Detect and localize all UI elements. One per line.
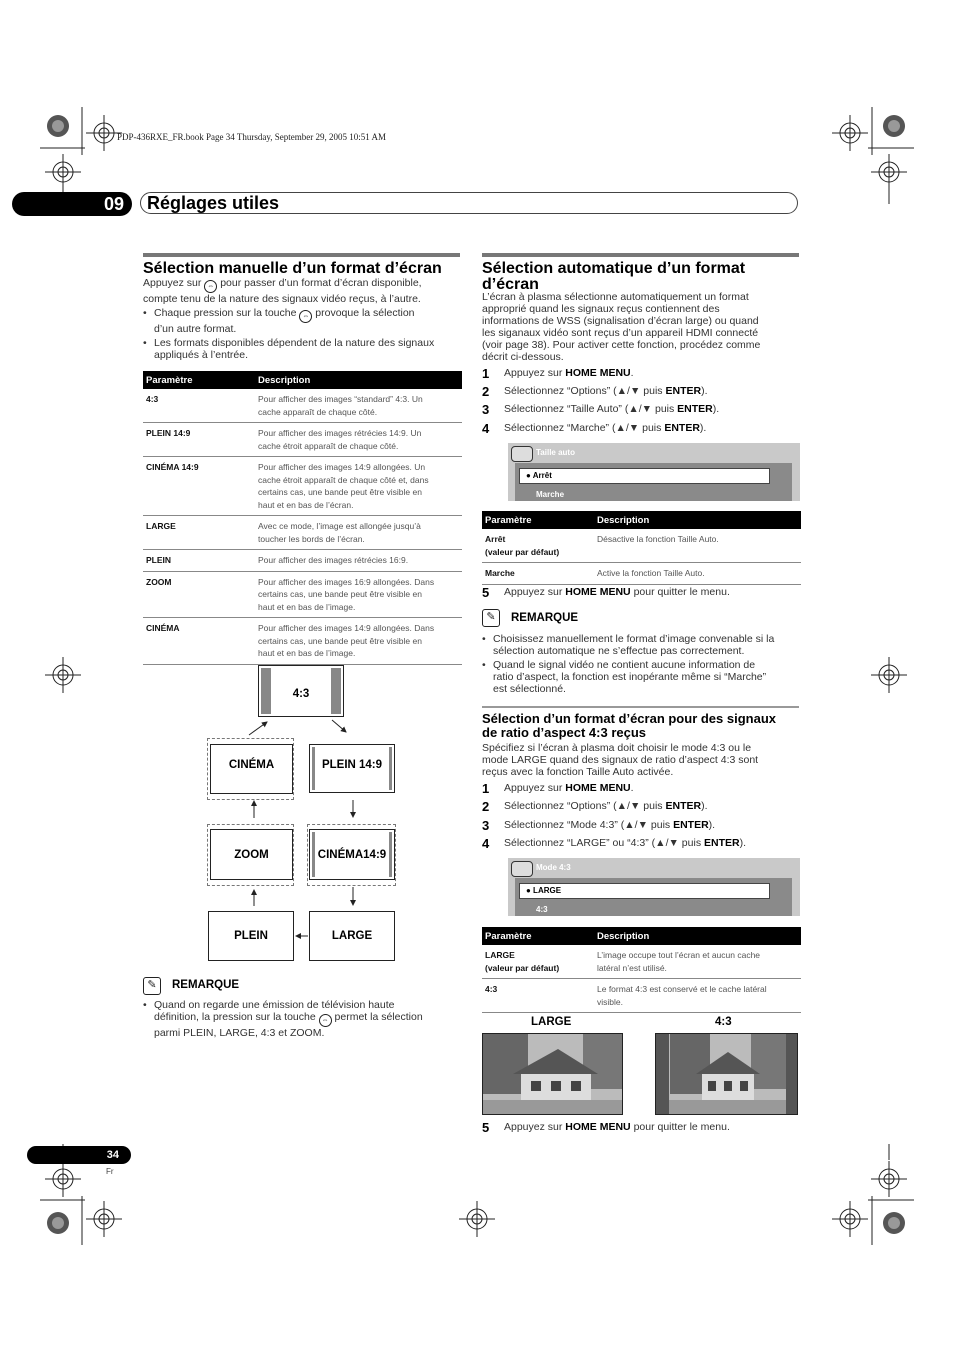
- col-header: Description: [255, 371, 462, 389]
- section-title-auto: [482, 261, 745, 293]
- box-label: PLEIN: [234, 930, 268, 942]
- section-rule: [482, 706, 799, 708]
- title-line: Sélection automatique d’un format: [482, 260, 746, 277]
- section-rule: [143, 253, 460, 257]
- down-arrow-icon: ▼: [641, 403, 653, 415]
- chapter-title: Réglages utiles: [147, 193, 280, 213]
- desc-cell: L’image occupe tout l’écran et aucun cache latéral n’est utilisé.: [594, 945, 801, 979]
- step-3: 3 Sélectionnez “Taille Auto” (▲/▼ puis ENTER).: [482, 402, 720, 417]
- down-arrow-icon: ▼: [629, 385, 641, 397]
- page-number: 34: [27, 1146, 131, 1164]
- down-arrow-icon: ▼: [637, 819, 648, 831]
- osd-title: Mode 4:3: [536, 863, 571, 872]
- mode-4-3-table: [482, 927, 801, 1013]
- box-label: ZOOM: [234, 848, 269, 861]
- osd-taille-auto: [508, 443, 800, 501]
- format-button-icon: ⇔: [299, 310, 312, 323]
- step-3: 3 Sélectionnez “Mode 4:3” (▲/▼ puis ENTER).: [482, 818, 716, 833]
- up-arrow-icon: ▲: [616, 800, 628, 812]
- table-row: [143, 618, 462, 665]
- house-photo-large: [482, 1033, 623, 1115]
- bullet-text: d’un autre format.: [154, 323, 237, 335]
- up-arrow-icon: ▲: [628, 403, 639, 415]
- down-arrow-icon: ▼: [628, 422, 640, 434]
- format-button-icon: ⇔: [204, 280, 217, 293]
- section-rule: [482, 253, 799, 257]
- intro-text: Appuyez sur: [143, 277, 202, 289]
- desc-cell: Le format 4:3 est conservé et le cache latéral visible.: [594, 979, 801, 1013]
- intro-text: compte tenu de la nature des signaux vidéo reçus, à l’autre.: [143, 293, 421, 305]
- subsection-title: Sélection d’un format d’écran pour des signaux de ratio d’aspect 4:3 reçus: [482, 711, 776, 740]
- step-2: 2 Sélectionnez “Options” (▲/▼ puis ENTER).: [482, 799, 708, 814]
- desc-cell: Avec ce mode, l’image est allongée jusqu’à toucher les bords de l’écran.: [255, 516, 462, 550]
- table-row: [143, 571, 462, 618]
- box-label: LARGE: [331, 930, 373, 942]
- note-label: REMARQUE: [511, 612, 579, 624]
- photo-label-large: LARGE: [531, 1016, 572, 1028]
- note-icon: ✎: [143, 977, 161, 995]
- desc-cell: Pour afficher des images 14:9 allongées. Un cache étroit apparaît de chaque côté et, dans certains cas, une bande peut être visible en haut et en bas de l’écran.: [255, 457, 462, 516]
- osd-selected-option[interactable]: ● LARGE: [519, 883, 770, 899]
- house-illustration: [483, 1034, 623, 1115]
- desc-cell: Active la fonction Taille Auto.: [594, 563, 801, 585]
- note-text: Quand on regarde une émission de télévision haute: [154, 999, 395, 1011]
- table-row: [482, 563, 801, 585]
- desc-cell: Pour afficher des images rétrécies 16:9.: [255, 550, 462, 572]
- param-cell: LARGE (valeur par défaut): [482, 945, 594, 979]
- step-4: 4 Sélectionnez “Marche” (▲/▼ puis ENTER).: [482, 421, 707, 436]
- format-table: [143, 371, 462, 665]
- step-2: 2 Sélectionnez “Options” (▲/▼ puis ENTER).: [482, 384, 708, 399]
- param-cell: CINÉMA 14:9: [143, 457, 255, 516]
- bullet-text: provoque la sélection: [315, 307, 415, 319]
- table-row: [482, 979, 801, 1013]
- language-code: Fr: [106, 1167, 114, 1176]
- note-text: permet la sélection: [334, 1011, 423, 1023]
- up-arrow-icon: ▲: [616, 385, 628, 397]
- box-label: PLEIN 14:9: [321, 759, 383, 771]
- note-text: définition, la pression sur la touche: [154, 1011, 316, 1023]
- osd-selected-option[interactable]: ● Arrêt: [519, 468, 770, 484]
- col-header: Paramètre: [482, 511, 594, 529]
- down-arrow-icon: ▼: [668, 837, 679, 849]
- osd-option[interactable]: 4:3: [536, 905, 548, 914]
- col-header: Paramètre: [143, 371, 255, 389]
- auto-intro: L’écran à plasma sélectionne automatiquement un format approprié quand les signaux reçus contiennent des informations de WSS (signalisation d’écran large) ou quand les siganaux vidéo sont reçus d’un appareil HDMI connecté (voir page 38). Pour activer cette fonction, procédez comme décrit ci-dessous.: [482, 291, 761, 363]
- desc-cell: Désactive la fonction Taille Auto.: [594, 529, 801, 563]
- step-5: 5 Appuyez sur HOME MENU pour quitter le menu.: [482, 1120, 730, 1135]
- file-header: PDP-436RXE_FR.book Page 34 Thursday, September 29, 2005 10:51 AM: [117, 132, 386, 142]
- param-cell: CINÉMA: [143, 618, 255, 665]
- chapter-number: 09: [12, 192, 132, 216]
- desc-cell: Pour afficher des images rétrécies 14:9. Un cache étroit apparaît de chaque côté.: [255, 423, 462, 457]
- menu-icon: [511, 861, 533, 877]
- house-photo-4-3: [655, 1033, 798, 1115]
- desc-cell: Pour afficher des images 16:9 allongées. Dans certains cas, une bande peut être visible en haut et en bas de l’image.: [255, 571, 462, 618]
- bullet-text: appliqués à l’entrée.: [154, 349, 248, 361]
- osd-title: Taille auto: [536, 448, 575, 457]
- table-row: [143, 423, 462, 457]
- box-label: CINÉMA14:9: [317, 848, 387, 861]
- col-header: Description: [594, 511, 801, 529]
- note-text: parmi PLEIN, LARGE, 4:3 et ZOOM.: [154, 1027, 325, 1039]
- step-5: 5 Appuyez sur HOME MENU pour quitter le menu.: [482, 585, 730, 600]
- diagram-arrows: [200, 700, 410, 950]
- table-row: [482, 945, 801, 979]
- up-arrow-icon: ▲: [624, 819, 635, 831]
- note-bullet: • Quand on regarde une émission de télévision haute définition, la pression sur la touche ⇔ permet la sélection parmi PLEIN, LARGE, 4:3 et ZOOM.: [154, 999, 464, 1039]
- title-line: d’écran: [482, 276, 539, 293]
- osd-panel: [515, 463, 792, 501]
- table-row: [143, 389, 462, 423]
- table-row: [482, 529, 801, 563]
- col-header: Paramètre: [482, 927, 594, 945]
- table-row: [143, 550, 462, 572]
- box-label: CINÉMA: [228, 759, 275, 771]
- section-title-manual: Sélection manuelle d’un format d’écran: [143, 260, 442, 277]
- bullet-text: Chaque pression sur la touche: [154, 307, 297, 319]
- up-arrow-icon: ▲: [615, 422, 626, 434]
- house-illustration: [656, 1034, 798, 1115]
- desc-cell: Pour afficher des images “standard” 4:3. Un cache apparaît de chaque côté.: [255, 389, 462, 423]
- param-cell: Arrêt (valeur par défaut): [482, 529, 594, 563]
- bullet-text: Les formats disponibles dépendent de la nature des signaux: [154, 337, 435, 349]
- step-1: 1 Appuyez sur HOME MENU.: [482, 781, 634, 796]
- down-arrow-icon: ▼: [629, 800, 641, 812]
- param-cell: Marche: [482, 563, 594, 585]
- osd-option[interactable]: Marche: [536, 490, 565, 499]
- taille-auto-table: [482, 511, 801, 585]
- menu-icon: [511, 446, 533, 462]
- bullet-item: • Chaque pression sur la touche ⇔ provoque la sélection d’un autre format.: [154, 307, 464, 335]
- photo-label-4-3: 4:3: [715, 1016, 732, 1028]
- up-arrow-icon: ▲: [655, 837, 666, 849]
- desc-cell: Pour afficher des images 14:9 allongées. Dans certains cas, une bande peut être visible en haut et en bas de l’image.: [255, 618, 462, 665]
- note-bullet: • Quand le signal vidéo ne contient aucune information de ratio d’aspect, la fonction est inopérante même si “Marche” est sélectionné.: [482, 659, 767, 695]
- param-cell: 4:3: [482, 979, 594, 1013]
- table-row: [143, 457, 462, 516]
- bullet-item: • Les formats disponibles dépendent de la nature des signaux appliqués à l’entrée.: [154, 337, 464, 361]
- step-1: 1 Appuyez sur HOME MENU.: [482, 366, 634, 381]
- subsection-intro: Spécifiez si l’écran à plasma doit choisir le mode 4:3 ou le mode LARGE quand des signaux de ratio d’aspect 4:3 sont reçus avec la fonction Taille Auto activée.: [482, 742, 759, 778]
- step-4: 4 Sélectionnez “LARGE” ou “4:3” (▲/▼ puis ENTER).: [482, 836, 747, 851]
- manual-intro: [143, 277, 463, 305]
- intro-text: pour passer d’un format d’écran disponible,: [220, 277, 422, 289]
- osd-mode-4-3: [508, 858, 800, 916]
- param-cell: 4:3: [143, 389, 255, 423]
- box-label: 4:3: [292, 688, 310, 700]
- param-cell: PLEIN 14:9: [143, 423, 255, 457]
- col-header: Description: [594, 927, 801, 945]
- note-label: REMARQUE: [172, 979, 240, 991]
- table-row: [143, 516, 462, 550]
- param-cell: ZOOM: [143, 571, 255, 618]
- note-bullet: • Choisissez manuellement le format d’image convenable si la sélection automatique ne s’effectue pas correctement.: [482, 633, 775, 657]
- format-button-icon: ⇔: [319, 1014, 332, 1027]
- param-cell: LARGE: [143, 516, 255, 550]
- param-cell: PLEIN: [143, 550, 255, 572]
- osd-panel: [515, 878, 792, 916]
- note-icon: ✎: [482, 609, 500, 627]
